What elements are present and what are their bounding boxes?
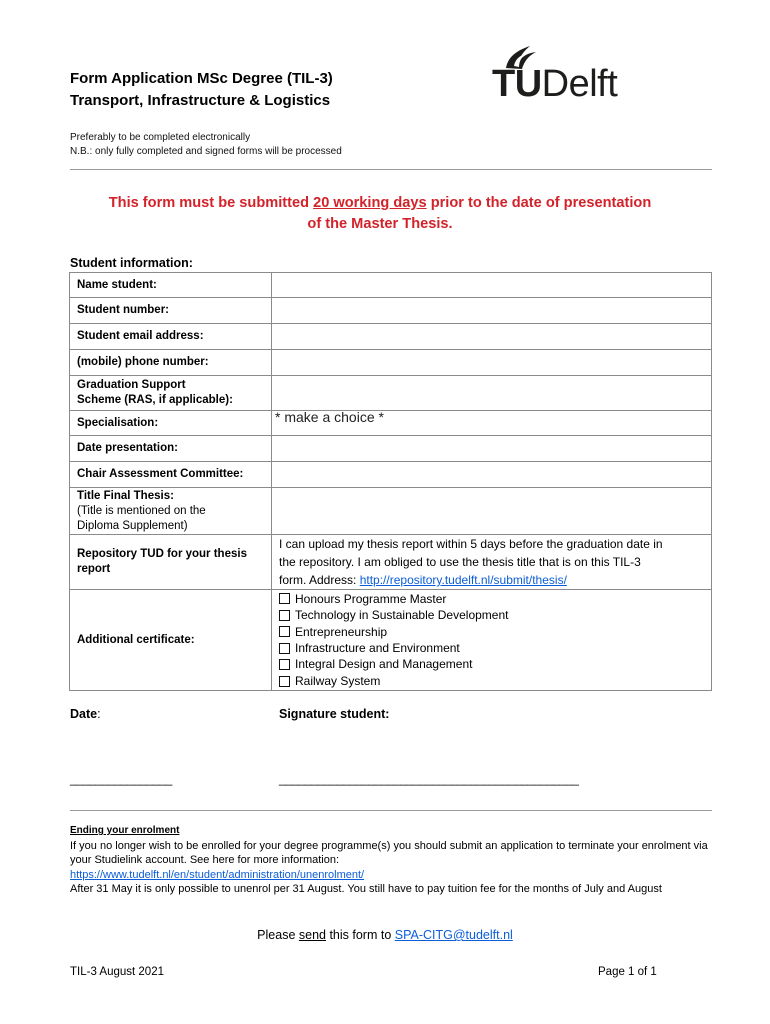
certificate-option-label: Entrepreneurship bbox=[295, 624, 388, 639]
row-student-email bbox=[70, 324, 712, 350]
ras-label-line2: Scheme (RAS, if applicable): bbox=[77, 394, 233, 406]
row-thesis-title bbox=[70, 488, 712, 535]
date-signature-label bbox=[70, 707, 101, 721]
student-info-heading: Student information: bbox=[70, 256, 193, 270]
certificate-option-label: Railway System bbox=[295, 673, 381, 688]
ras-field[interactable] bbox=[272, 376, 712, 411]
divider-bottom bbox=[70, 810, 712, 811]
date-label-text: Date bbox=[70, 707, 98, 721]
tudelft-logo bbox=[492, 42, 662, 108]
row-phone bbox=[70, 350, 712, 376]
thesis-title-note2: Diploma Supplement) bbox=[77, 519, 188, 532]
ras-label bbox=[70, 376, 272, 411]
send-instruction bbox=[70, 928, 700, 942]
warning-line1 bbox=[70, 193, 690, 214]
send-mid: this form to bbox=[325, 928, 395, 942]
thesis-title-note1: (Title is mentioned on the bbox=[77, 504, 206, 517]
instruction-line2: N.B.: only fully completed and signed forms will be processed bbox=[70, 146, 342, 157]
ras-label-line1: Graduation Support bbox=[77, 379, 186, 391]
date-label-colon: : bbox=[97, 707, 101, 721]
date-presentation-field[interactable] bbox=[272, 436, 712, 462]
logo-wordmark bbox=[492, 62, 617, 106]
repository-statement bbox=[272, 535, 712, 590]
row-additional-certificate bbox=[70, 590, 712, 691]
send-email-link[interactable]: SPA-CITG@tudelft.nl bbox=[394, 928, 513, 942]
signature-student-label: Signature student: bbox=[279, 707, 390, 721]
ending-enrolment-heading: Ending your enrolment bbox=[70, 825, 180, 836]
row-student-number bbox=[70, 298, 712, 324]
row-specialisation bbox=[70, 411, 712, 436]
logo-tu: TU bbox=[492, 63, 542, 105]
send-pre: Please bbox=[257, 928, 299, 942]
thesis-title-label bbox=[70, 488, 272, 535]
footer-page-number: Page 1 of 1 bbox=[598, 966, 657, 978]
repository-text-line2: the repository. I am obliged to use the thesis title that is on this TIL-3 bbox=[279, 555, 641, 569]
checkbox[interactable] bbox=[279, 626, 290, 637]
warning-pre: This form must be submitted bbox=[108, 195, 314, 211]
checkbox[interactable] bbox=[279, 676, 290, 687]
warning-post: prior to the date of presentation bbox=[426, 195, 652, 211]
logo-delft: Delft bbox=[541, 63, 618, 105]
certificate-option[interactable] bbox=[279, 656, 704, 672]
certificate-option-label: Infrastructure and Environment bbox=[295, 641, 460, 655]
certificate-option-label: Technology in Sustainable Development bbox=[295, 608, 509, 623]
date-signature-line[interactable]: ________________ bbox=[70, 772, 172, 786]
checkbox[interactable] bbox=[279, 659, 290, 670]
phone-label: (mobile) phone number: bbox=[70, 350, 272, 376]
chair-label: Chair Assessment Committee: bbox=[70, 462, 272, 488]
submission-warning bbox=[70, 193, 690, 235]
divider-top bbox=[70, 169, 712, 170]
row-chair bbox=[70, 462, 712, 488]
certificate-option[interactable] bbox=[279, 607, 704, 623]
specialisation-value[interactable]: * make a choice * bbox=[275, 409, 384, 425]
warning-deadline: 20 working days bbox=[313, 195, 427, 211]
name-student-field[interactable] bbox=[272, 273, 712, 298]
form-title-line2: Transport, Infrastructure & Logistics bbox=[70, 92, 331, 109]
chair-field[interactable] bbox=[272, 462, 712, 488]
specialisation-dropdown[interactable] bbox=[272, 411, 712, 436]
student-number-field[interactable] bbox=[272, 298, 712, 324]
student-info-table bbox=[69, 272, 712, 691]
repository-link[interactable]: http://repository.tudelft.nl/submit/thesis/ bbox=[359, 573, 567, 587]
row-repository bbox=[70, 535, 712, 590]
name-student-label: Name student: bbox=[70, 273, 272, 298]
row-ras bbox=[70, 376, 712, 411]
student-number-label: Student number: bbox=[70, 298, 272, 324]
repository-label-line2: report bbox=[77, 563, 111, 575]
certificate-options bbox=[272, 590, 712, 691]
specialisation-label: Specialisation: bbox=[70, 411, 272, 436]
send-word: send bbox=[298, 928, 326, 942]
certificate-option-label: Integral Design and Management bbox=[295, 657, 473, 672]
certificate-option[interactable] bbox=[279, 591, 704, 607]
student-signature-line[interactable]: _______________________________________________ bbox=[279, 772, 579, 786]
student-email-field[interactable] bbox=[272, 324, 712, 350]
date-presentation-label: Date presentation: bbox=[70, 436, 272, 462]
form-instructions bbox=[70, 131, 342, 159]
form-title bbox=[70, 68, 333, 112]
phone-field[interactable] bbox=[272, 350, 712, 376]
warning-line2: of the Master Thesis. bbox=[307, 216, 453, 232]
thesis-title-field[interactable] bbox=[272, 488, 712, 535]
checkbox[interactable] bbox=[279, 643, 290, 654]
checkbox[interactable] bbox=[279, 593, 290, 604]
checkbox[interactable] bbox=[279, 610, 290, 621]
certificate-option[interactable] bbox=[279, 624, 704, 640]
instruction-line1: Preferably to be completed electronically bbox=[70, 132, 251, 143]
unenrolment-link[interactable]: https://www.tudelft.nl/en/student/administration/unenrolment/ bbox=[70, 868, 365, 881]
ending-enrolment-section bbox=[70, 824, 710, 897]
repository-label-line1: Repository TUD for your thesis bbox=[77, 548, 247, 560]
additional-certificate-label: Additional certificate: bbox=[70, 590, 272, 691]
ending-enrolment-note: After 31 May it is only possible to unenrol per 31 August. You still have to pay tuition fee for the months of July and August bbox=[70, 883, 662, 896]
row-date-presentation bbox=[70, 436, 712, 462]
certificate-option[interactable] bbox=[279, 673, 704, 689]
certificate-option[interactable] bbox=[279, 640, 704, 656]
footer-version: TIL-3 August 2021 bbox=[70, 966, 164, 978]
student-email-label: Student email address: bbox=[70, 324, 272, 350]
certificate-option-label: Honours Programme Master bbox=[295, 591, 447, 606]
form-title-line1: Form Application MSc Degree (TIL-3) bbox=[70, 70, 333, 87]
repository-text-address: form. Address: bbox=[279, 573, 360, 587]
repository-text-line1: I can upload my thesis report within 5 days before the graduation date in bbox=[279, 537, 663, 551]
thesis-title-label-text: Title Final Thesis: bbox=[77, 489, 174, 502]
repository-label bbox=[70, 535, 272, 590]
ending-enrolment-text: If you no longer wish to be enrolled for your degree programme(s) you should submit an application to terminate your enrolment via your Studielink account. See here for more information: bbox=[70, 839, 708, 867]
repository-text-line3 bbox=[279, 571, 704, 589]
row-name-student bbox=[70, 273, 712, 298]
